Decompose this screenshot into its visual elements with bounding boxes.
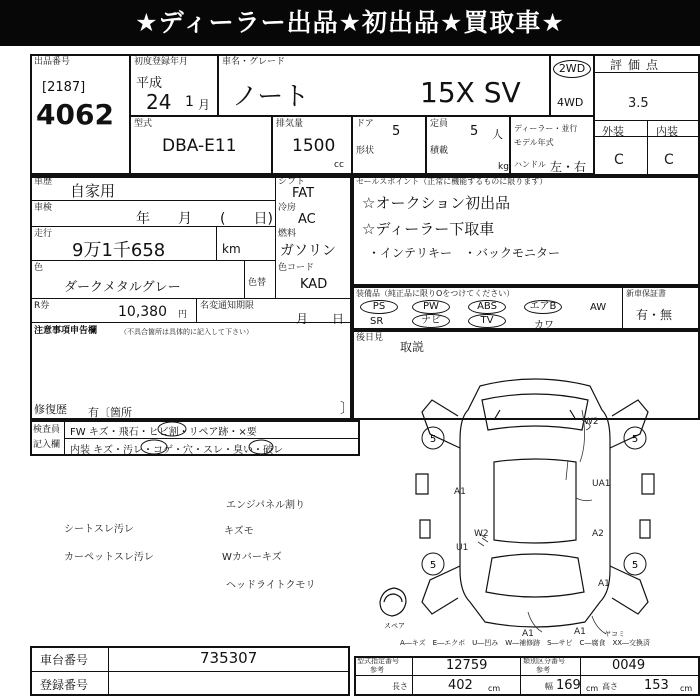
mark-ua1: UA1 xyxy=(592,479,611,489)
note-kizumo: キズモ xyxy=(224,526,254,537)
score-value: 3.5 xyxy=(628,96,649,111)
diagram-legend: A―キズ E―エクボ U―凹み W―補修跡 S―サビ C―腐食 XX―交換済 xyxy=(400,639,651,647)
tire-rl: 5 xyxy=(429,560,437,571)
inspector-label-1: 検査員 xyxy=(33,425,61,435)
lot-code: [2187] xyxy=(42,80,86,95)
equip-tv: TV xyxy=(468,314,506,328)
lot-label: 出品番号 xyxy=(34,57,71,67)
mark-a2-right: A2 xyxy=(592,529,604,539)
color-label: 色 xyxy=(34,263,44,273)
mark-a1-rear: A1 xyxy=(574,627,586,637)
type-desig-label: 型式指定番号 xyxy=(357,657,399,665)
mileage-value: 9万1千658 xyxy=(72,240,166,261)
equip-pw: PW xyxy=(412,300,450,314)
aircon-label: 冷房 xyxy=(278,203,297,213)
score-ext-value: C xyxy=(614,152,624,168)
displacement-unit: cc xyxy=(334,160,344,170)
drive-4wd: 4WD xyxy=(557,96,584,109)
equip-ps: PS xyxy=(360,300,398,314)
width-unit: cm xyxy=(586,684,599,693)
aircon-value: AC xyxy=(298,212,316,227)
doors-value: 5 xyxy=(392,124,401,139)
car-diagram xyxy=(370,370,700,645)
displacement-value: 1500 xyxy=(292,136,336,156)
repair-value: 有〔箇所 xyxy=(88,406,132,419)
tire-rr: 5 xyxy=(631,560,639,571)
tire-fr: 5 xyxy=(631,434,639,445)
carname-label: 車名・グレード xyxy=(222,57,286,67)
inspection-value: 年 月 ( 日) xyxy=(136,211,273,227)
sales-label: セールスポイント（正常に機能するものに限ります） xyxy=(356,177,548,186)
length-label: 長さ xyxy=(392,682,408,691)
shape-label: 形状 xyxy=(356,146,375,156)
category-sub: 参考 xyxy=(536,666,550,674)
postfix-label: 後日見 xyxy=(356,333,384,343)
title-date-value: 月 日 xyxy=(296,312,345,326)
score-label: 評価点 xyxy=(610,58,665,72)
fuel-label: 燃料 xyxy=(278,229,297,239)
model-label: 型式 xyxy=(134,119,153,129)
load-label: 積載 xyxy=(430,146,449,156)
inspection-label: 車検 xyxy=(34,203,53,213)
title-date-label: 名変通知期限 xyxy=(200,301,255,311)
repair-label: 修復歴 xyxy=(34,403,67,416)
model-year-label: モデル年式 xyxy=(514,138,554,147)
doors-label: ドア xyxy=(356,119,374,129)
shift-value: FAT xyxy=(292,186,315,201)
mark-w2: W2 xyxy=(584,417,599,427)
height-value: 153 xyxy=(644,678,669,693)
lot-number: 4062 xyxy=(36,98,114,131)
capacity-value: 5 xyxy=(470,124,479,139)
chassis-label: 車台番号 xyxy=(40,653,89,667)
reg-month-unit: 月 xyxy=(198,98,211,112)
mark-a1-left: A1 xyxy=(454,487,466,497)
inspector-int: 内装 キズ・汚レ・コゲ・穴・スレ・臭い・破レ xyxy=(70,445,283,456)
usage-value: 自家用 xyxy=(70,182,116,200)
chassis-value: 735307 xyxy=(200,649,258,667)
reg-month: 1 xyxy=(185,94,194,110)
reg-year: 24 xyxy=(146,90,172,114)
equip-navi: ナビ xyxy=(412,314,450,328)
note-carpet: カーペットスレ汚レ xyxy=(64,552,154,563)
capacity-label: 定員 xyxy=(430,119,449,129)
colorcode-value: KAD xyxy=(300,277,328,292)
handle-value: 左・右 xyxy=(550,160,587,174)
tire-fl: 5 xyxy=(429,434,437,445)
repair-bracket: 〕 xyxy=(340,401,354,417)
spare-label: スペア xyxy=(384,622,405,630)
colorcode-label: 色コード xyxy=(278,263,315,273)
score-int-label: 内装 xyxy=(656,125,678,138)
reg-label: 初度登録年月 xyxy=(134,57,189,67)
length-value: 402 xyxy=(448,678,473,693)
warranty-label: 新車保証書 xyxy=(626,289,666,298)
mark-yakomi: ヤコミ xyxy=(604,630,625,638)
equip-airbag: エアB xyxy=(524,300,562,314)
shift-label: シフト xyxy=(278,177,306,187)
length-unit: cm xyxy=(488,684,501,693)
drive-2wd: 2WD xyxy=(553,60,591,78)
category-label: 類別区分番号 xyxy=(523,657,565,665)
handle-label: ハンドル xyxy=(514,160,546,169)
mark-a1-back: A1 xyxy=(522,629,534,639)
recycle-unit: 円 xyxy=(178,310,188,320)
inspector-label-2: 記入欄 xyxy=(33,440,61,450)
load-unit: kg xyxy=(498,162,509,172)
mark-u1: U1 xyxy=(456,543,469,553)
banner: ★ディーラー出品★初出品★買取車★ xyxy=(0,0,700,46)
fuel-value: ガソリン xyxy=(280,243,336,259)
note-seat: シートスレ汚レ xyxy=(64,524,134,535)
equip-leather: カワ xyxy=(534,320,554,331)
mark-w2-left: W2 xyxy=(474,529,489,539)
color-value: ダークメタルグレー xyxy=(64,280,181,295)
displacement-label: 排気量 xyxy=(276,119,304,129)
note-wcover: Wカバーキズ xyxy=(222,552,282,563)
warranty-value: 有・無 xyxy=(636,308,673,322)
mileage-unit: km xyxy=(222,242,241,256)
sales-point-2: ☆ディーラー下取車 xyxy=(362,220,495,238)
sales-point-3: ・インテリキー ・バックモニター xyxy=(368,246,561,260)
width-value: 169 xyxy=(556,678,581,693)
type-desig-sub: 参考 xyxy=(370,666,384,674)
reg-era: 平成 xyxy=(136,76,163,91)
inspector-circles xyxy=(64,420,360,456)
category-value: 0049 xyxy=(612,658,646,673)
note-headlight: ヘッドライトクモリ xyxy=(226,580,316,591)
color-change-label: 色替 xyxy=(248,278,267,288)
equip-aw: AW xyxy=(590,302,607,313)
model-value: DBA-E11 xyxy=(162,136,237,156)
capacity-unit: 人 xyxy=(492,128,503,141)
postfix-value: 取説 xyxy=(400,340,425,354)
usage-label: 車歴 xyxy=(34,177,53,187)
mark-a1-front: A1 xyxy=(598,579,610,589)
regno-label: 登録番号 xyxy=(40,678,89,692)
recycle-value: 10,380 xyxy=(118,304,167,320)
equipment-label: 装備品（純正品に限りOをつけてください） xyxy=(356,289,515,298)
score-ext-label: 外装 xyxy=(602,125,624,138)
notes-label: 注意事項申告欄 xyxy=(34,326,98,336)
type-desig-value: 12759 xyxy=(446,658,488,673)
notes-sub: （不具合箇所は具体的に記入して下さい） xyxy=(120,328,253,336)
recycle-label: R券 xyxy=(34,301,50,311)
sales-point-1: ☆オークション初出品 xyxy=(362,194,511,212)
height-unit: cm xyxy=(680,684,693,693)
car-grade: 15X SV xyxy=(420,76,521,109)
score-int-value: C xyxy=(664,152,674,168)
height-label: 高さ xyxy=(602,682,618,691)
inspector-ext: FW キズ・飛石・ヒビ割・リペア跡・×要 xyxy=(70,427,257,438)
equip-abs: ABS xyxy=(468,300,506,314)
mileage-label: 走行 xyxy=(34,229,53,239)
note-engine-panel: エンジパネル割り xyxy=(226,500,306,511)
width-label: 幅 xyxy=(545,682,553,691)
car-name: ノート xyxy=(232,82,310,112)
equip-sr: SR xyxy=(370,316,384,327)
dealer-label: ディーラー・並行 xyxy=(514,124,578,133)
